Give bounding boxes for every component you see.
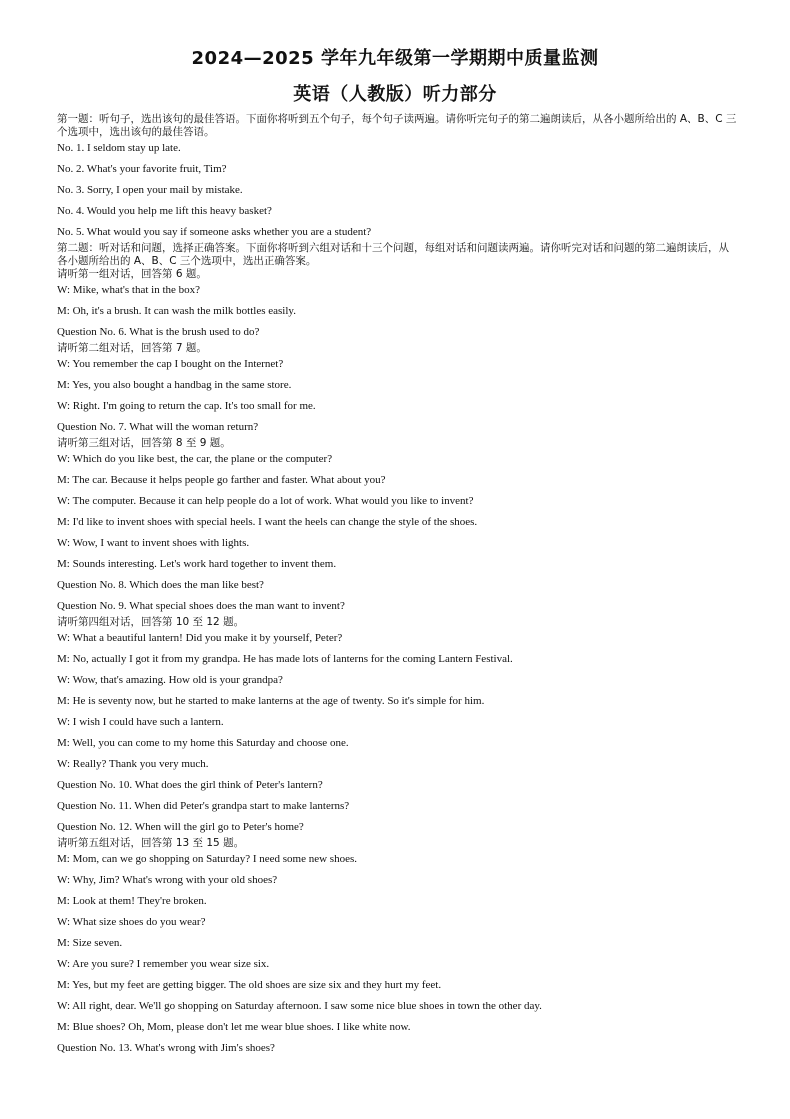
dialogue-line: M: The car. Because it helps people go farther and faster. What about you? [57, 474, 386, 486]
page-subtitle: 英语（人教版）听力部分 [293, 84, 497, 105]
question-line: Question No. 8. Which does the man like best? [57, 579, 264, 591]
dialogue-line: M: Yes, you also bought a handbag in the same store. [57, 379, 292, 391]
sentence-item: No. 5. What would you say if someone asks whether you are a student? [57, 226, 372, 238]
dialogue-line: M: No, actually I got it from my grandpa. He has made lots of lanterns for the coming Lantern Festival. [57, 653, 513, 665]
group-heading: 请听第三组对话，回答第 8 至 9 题。 [57, 437, 231, 449]
group-heading: 请听第二组对话，回答第 7 题。 [57, 342, 207, 354]
dialogue-line: M: I'd like to invent shoes with special heels. I want the heels can change the style of the shoes. [57, 516, 478, 528]
sentence-item: No. 4. Would you help me lift this heavy basket? [57, 205, 272, 217]
dialogue-line: M: Oh, it's a brush. It can wash the milk bottles easily. [57, 305, 296, 317]
dialogue-line: W: Right. I'm going to return the cap. It's too small for me. [57, 400, 316, 412]
dialogue-line: M: He is seventy now, but he started to make lanterns at the age of twenty. So it's simple for him. [57, 695, 485, 707]
sentence-item: No. 1. I seldom stay up late. [57, 142, 181, 154]
sentence-item: No. 2. What's your favorite fruit, Tim? [57, 163, 227, 175]
dialogue-line: W: Which do you like best, the car, the plane or the computer? [57, 453, 333, 465]
document-body [57, 113, 737, 1055]
question-line: Question No. 13. What's wrong with Jim's shoes? [57, 1042, 275, 1054]
dialogue-line: W: Are you sure? I remember you wear size six. [57, 958, 270, 970]
question-line: Question No. 10. What does the girl think of Peter's lantern? [57, 779, 323, 791]
section2-instruction: 第二题：听对话和问题，选择正确答案。下面你将听到六组对话和十三个问题，每组对话和问题读两遍。请你听完对话和问题的第二遍朗读后，从各小题所给出的 A、B、C 三个选项中，选出正确答案。 [57, 242, 729, 267]
page-title: 2024—2025 学年九年级第一学期期中质量监测 [191, 48, 599, 69]
question-line: Question No. 7. What will the woman return? [57, 421, 259, 433]
dialogue-line: W: Really? Thank you very much. [57, 758, 209, 770]
question-line: Question No. 11. When did Peter's grandpa start to make lanterns? [57, 800, 350, 812]
dialogue-line: W: I wish I could have such a lantern. [57, 716, 224, 728]
dialogue-line: W: Why, Jim? What's wrong with your old shoes? [57, 874, 278, 886]
dialogue-line: W: You remember the cap I bought on the Internet? [57, 358, 284, 370]
dialogue-line: W: Mike, what's that in the box? [57, 284, 201, 296]
group-heading: 请听第一组对话，回答第 6 题。 [57, 268, 207, 280]
dialogue-line: W: The computer. Because it can help people do a lot of work. What would you like to invent? [57, 495, 474, 507]
question-line: Question No. 9. What special shoes does the man want to invent? [57, 600, 345, 612]
dialogue-line: M: Yes, but my feet are getting bigger. The old shoes are size six and they hurt my feet. [57, 979, 442, 991]
question-line: Question No. 6. What is the brush used to do? [57, 326, 260, 338]
dialogue-line: M: Mom, can we go shopping on Saturday? I need some new shoes. [57, 853, 358, 865]
dialogue-line: M: Blue shoes? Oh, Mom, please don't let me wear blue shoes. I like white now. [57, 1021, 411, 1033]
dialogue-line: W: Wow, I want to invent shoes with lights. [57, 537, 250, 549]
dialogue-line: M: Look at them! They're broken. [57, 895, 207, 907]
question-line: Question No. 12. When will the girl go to Peter's home? [57, 821, 304, 833]
dialogue-line: W: All right, dear. We'll go shopping on Saturday afternoon. I saw some nice blue shoes in town the other day. [57, 1000, 542, 1012]
dialogue-line: W: What a beautiful lantern! Did you make it by yourself, Peter? [57, 632, 343, 644]
dialogue-line: M: Size seven. [57, 937, 123, 949]
section1-instruction: 第一题：听句子，选出该句的最佳答语。下面你将听到五个句子，每个句子读两遍。请你听完句子的第二遍朗读后，从各小题所给出的 A、B、C 三个选项中，选出该句的最佳答语。 [57, 113, 737, 138]
dialogue-line: M: Well, you can come to my home this Saturday and choose one. [57, 737, 349, 749]
dialogue-line: W: What size shoes do you wear? [57, 916, 206, 928]
dialogue-line: W: Wow, that's amazing. How old is your grandpa? [57, 674, 283, 686]
dialogue-line: M: Sounds interesting. Let's work hard together to invent them. [57, 558, 337, 570]
sentence-item: No. 3. Sorry, I open your mail by mistake. [57, 184, 243, 196]
group-heading: 请听第四组对话，回答第 10 至 12 题。 [57, 616, 245, 628]
group-heading: 请听第五组对话，回答第 13 至 15 题。 [57, 837, 245, 849]
